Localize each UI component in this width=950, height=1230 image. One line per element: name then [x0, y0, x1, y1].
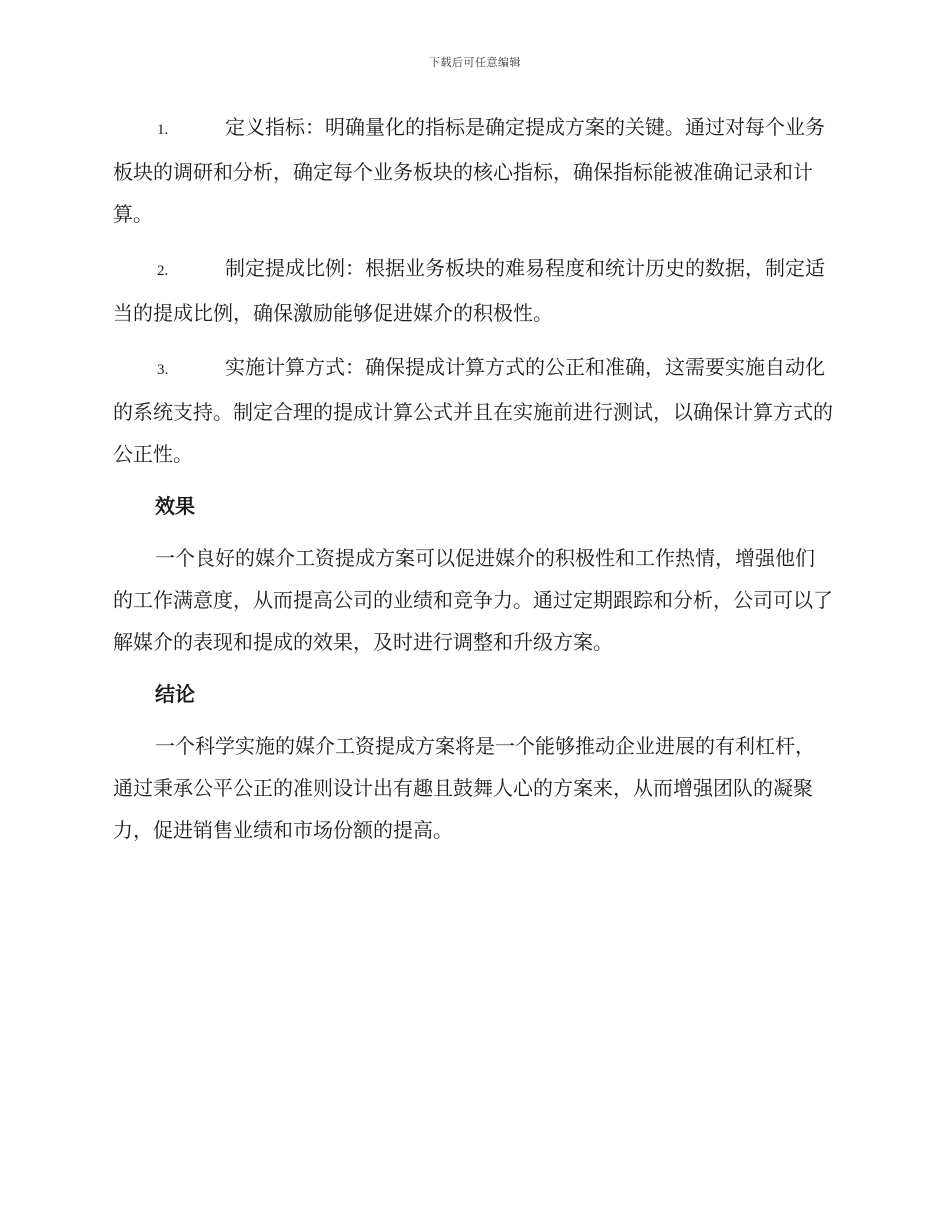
section-heading-conclusion: 结论	[155, 682, 195, 706]
item-text: 定义指标：明确量化的指标是确定提成方案的关键。通过对每个业务板块的调研和分析，确定每个业务板块的核心指标，确保指标能被准确记录和计算。	[113, 115, 825, 226]
numbered-item-2	[113, 247, 833, 334]
item-text: 制定提成比例：根据业务板块的难易程度和统计历史的数据，制定适当的提成比例，确保激励能够促进媒介的积极性。	[113, 256, 825, 325]
numbered-item-3	[113, 346, 833, 475]
item-number: 2.	[157, 263, 169, 279]
document-body	[113, 106, 833, 851]
page-header-note: 下载后可任意编辑	[429, 56, 521, 69]
section-heading-effect: 效果	[155, 494, 195, 518]
section-paragraph-conclusion: 一个科学实施的媒介工资提成方案将是一个能够推动企业进展的有利杠杆，通过秉承公平公正的准则设计出有趣且鼓舞人心的方案来，从而增强团队的凝聚力，促进销售业绩和市场份额的提高。	[113, 734, 815, 842]
numbered-item-1	[113, 106, 833, 235]
item-text: 实施计算方式：确保提成计算方式的公正和准确，这需要实施自动化的系统支持。制定合理的提成计算公式并且在实施前进行测试，以确保计算方式的公正性。	[113, 355, 833, 466]
item-number: 3.	[157, 362, 169, 378]
item-number: 1.	[157, 122, 169, 138]
section-paragraph-effect: 一个良好的媒介工资提成方案可以促进媒介的积极性和工作热情，增强他们的工作满意度，从而提高公司的业绩和竞争力。通过定期跟踪和分析，公司可以了解媒介的表现和提成的效果，及时进行调整和升级方案。	[113, 546, 833, 654]
